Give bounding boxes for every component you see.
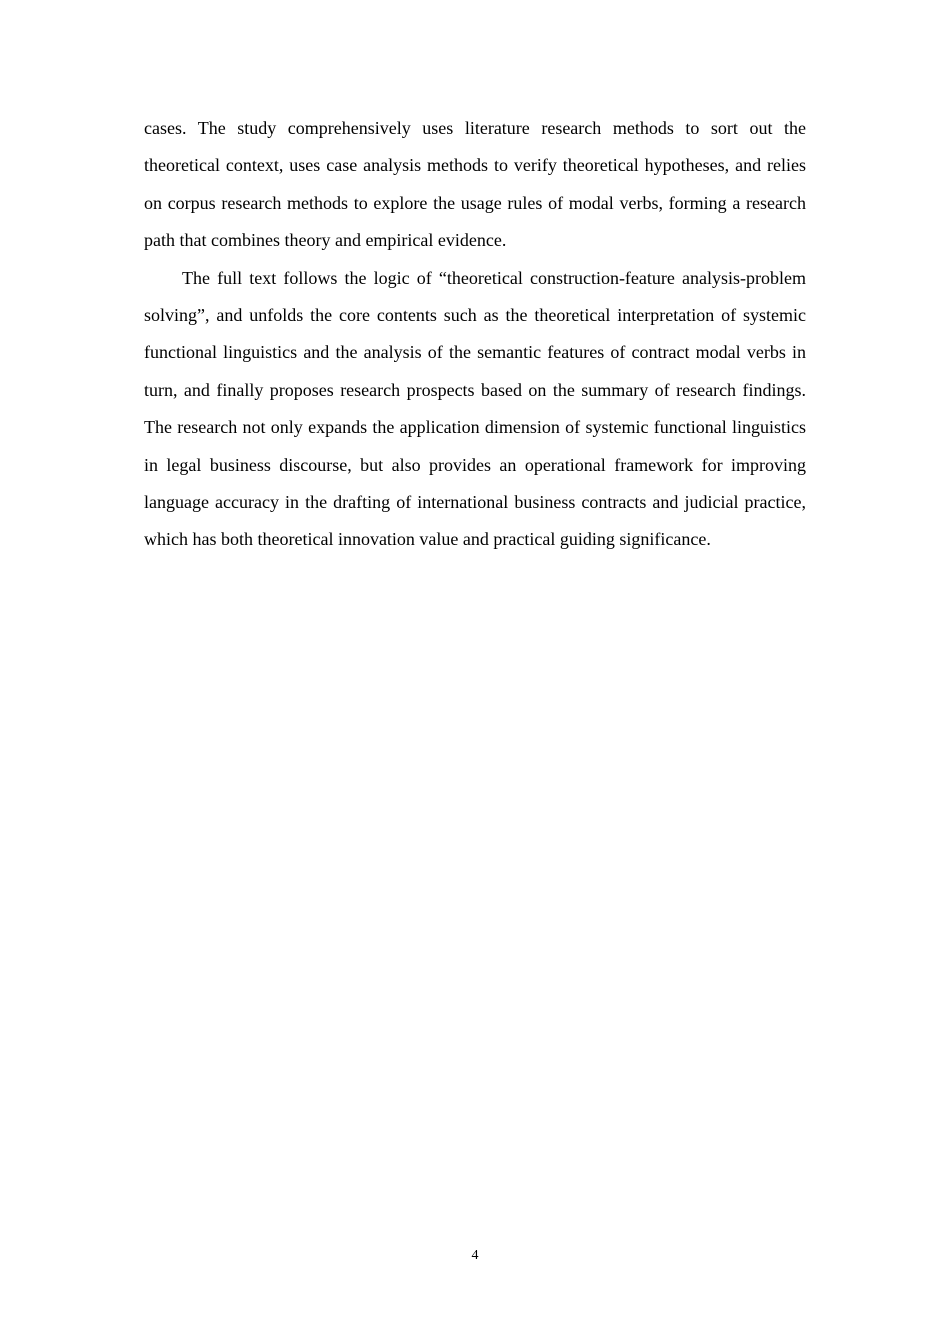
- body-text: [144, 110, 806, 559]
- paragraph-continuation: cases. The study comprehensively uses literature research methods to sort out the theoretical context, uses case analysis methods to verify theoretical hypotheses, and relies on corpus research methods to explore the usage rules of modal verbs, forming a research path that combines theory and empirical evidence.: [144, 118, 806, 251]
- paragraph-full-text-logic: The full text follows the logic of “theoretical construction-feature analysis-problem solving”, and unfolds the core contents such as the theoretical interpretation of systemic functional linguistics and the analysis of the semantic features of contract modal verbs in turn, and finally proposes research prospects based on the summary of research findings. The research not only expands the application dimension of systemic functional linguistics in legal business discourse, but also provides an operational framework for improving language accuracy in the drafting of international business contracts and judicial practice, which has both theoretical innovation value and practical guiding significance.: [144, 267, 806, 550]
- page-number: 4: [471, 1248, 479, 1263]
